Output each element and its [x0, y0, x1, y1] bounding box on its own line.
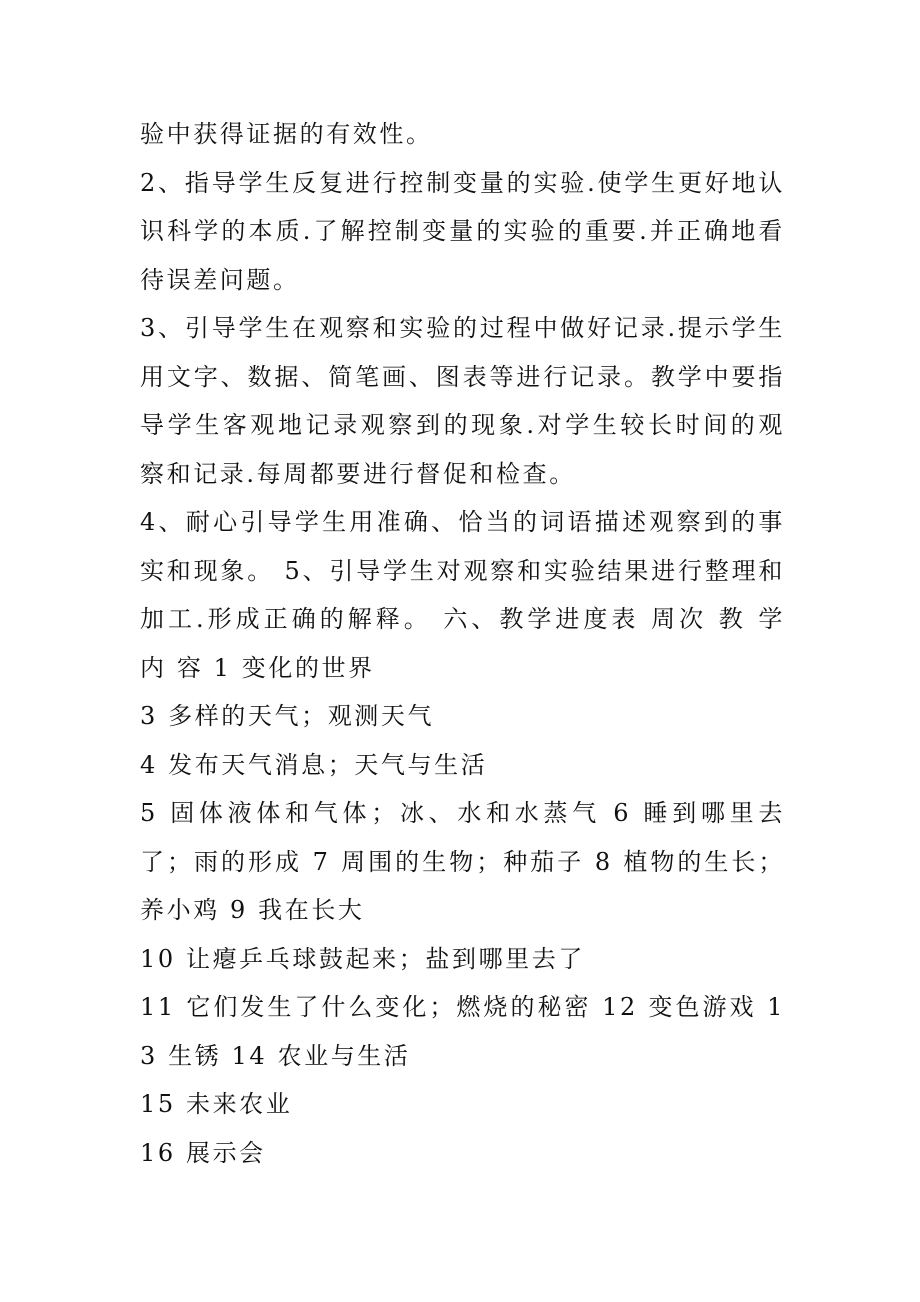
paragraph-8: 10 让瘪乒乓球鼓起来；盐到哪里去了	[140, 944, 585, 973]
paragraph-6: 4 发布天气消息；天气与生活	[140, 750, 488, 779]
paragraph-4: 4、耐心引导学生用准确、恰当的词语描述观察到的事实和现象。 5、引导学生对观察和实验结果进行整理和加工.形成正确的解释。 六、教学进度表 周次 教 学 内 容 1 变化的世界	[140, 508, 785, 682]
paragraph-2: 2、指导学生反复进行控制变量的实验.使学生更好地认识科学的本质.了解控制变量的实验的重要.并正确地看待误差问题。	[140, 168, 785, 294]
paragraph-1: 验中获得证据的有效性。	[140, 120, 433, 148]
document-body	[140, 110, 785, 1177]
paragraph-7: 5 固体液体和气体；冰、水和水蒸气 6 睡到哪里去了；雨的形成 7 周围的生物；种茄子 8 植物的生长；养小鸡 9 我在长大	[140, 799, 785, 924]
paragraph-9: 11 它们发生了什么变化；燃烧的秘密 12 变色游戏 13 生锈 14 农业与生活	[140, 993, 785, 1070]
paragraph-11: 16 展示会	[140, 1138, 266, 1167]
paragraph-5: 3 多样的天气；观测天气	[140, 702, 435, 730]
paragraph-10: 15 未来农业	[140, 1090, 293, 1118]
paragraph-3: 3、引导学生在观察和实验的过程中做好记录.提示学生用文字、数据、简笔画、图表等进行记录。教学中要指导学生客观地记录观察到的现象.对学生较长时间的观察和记录.每周都要进行督促和检查。	[140, 314, 785, 488]
